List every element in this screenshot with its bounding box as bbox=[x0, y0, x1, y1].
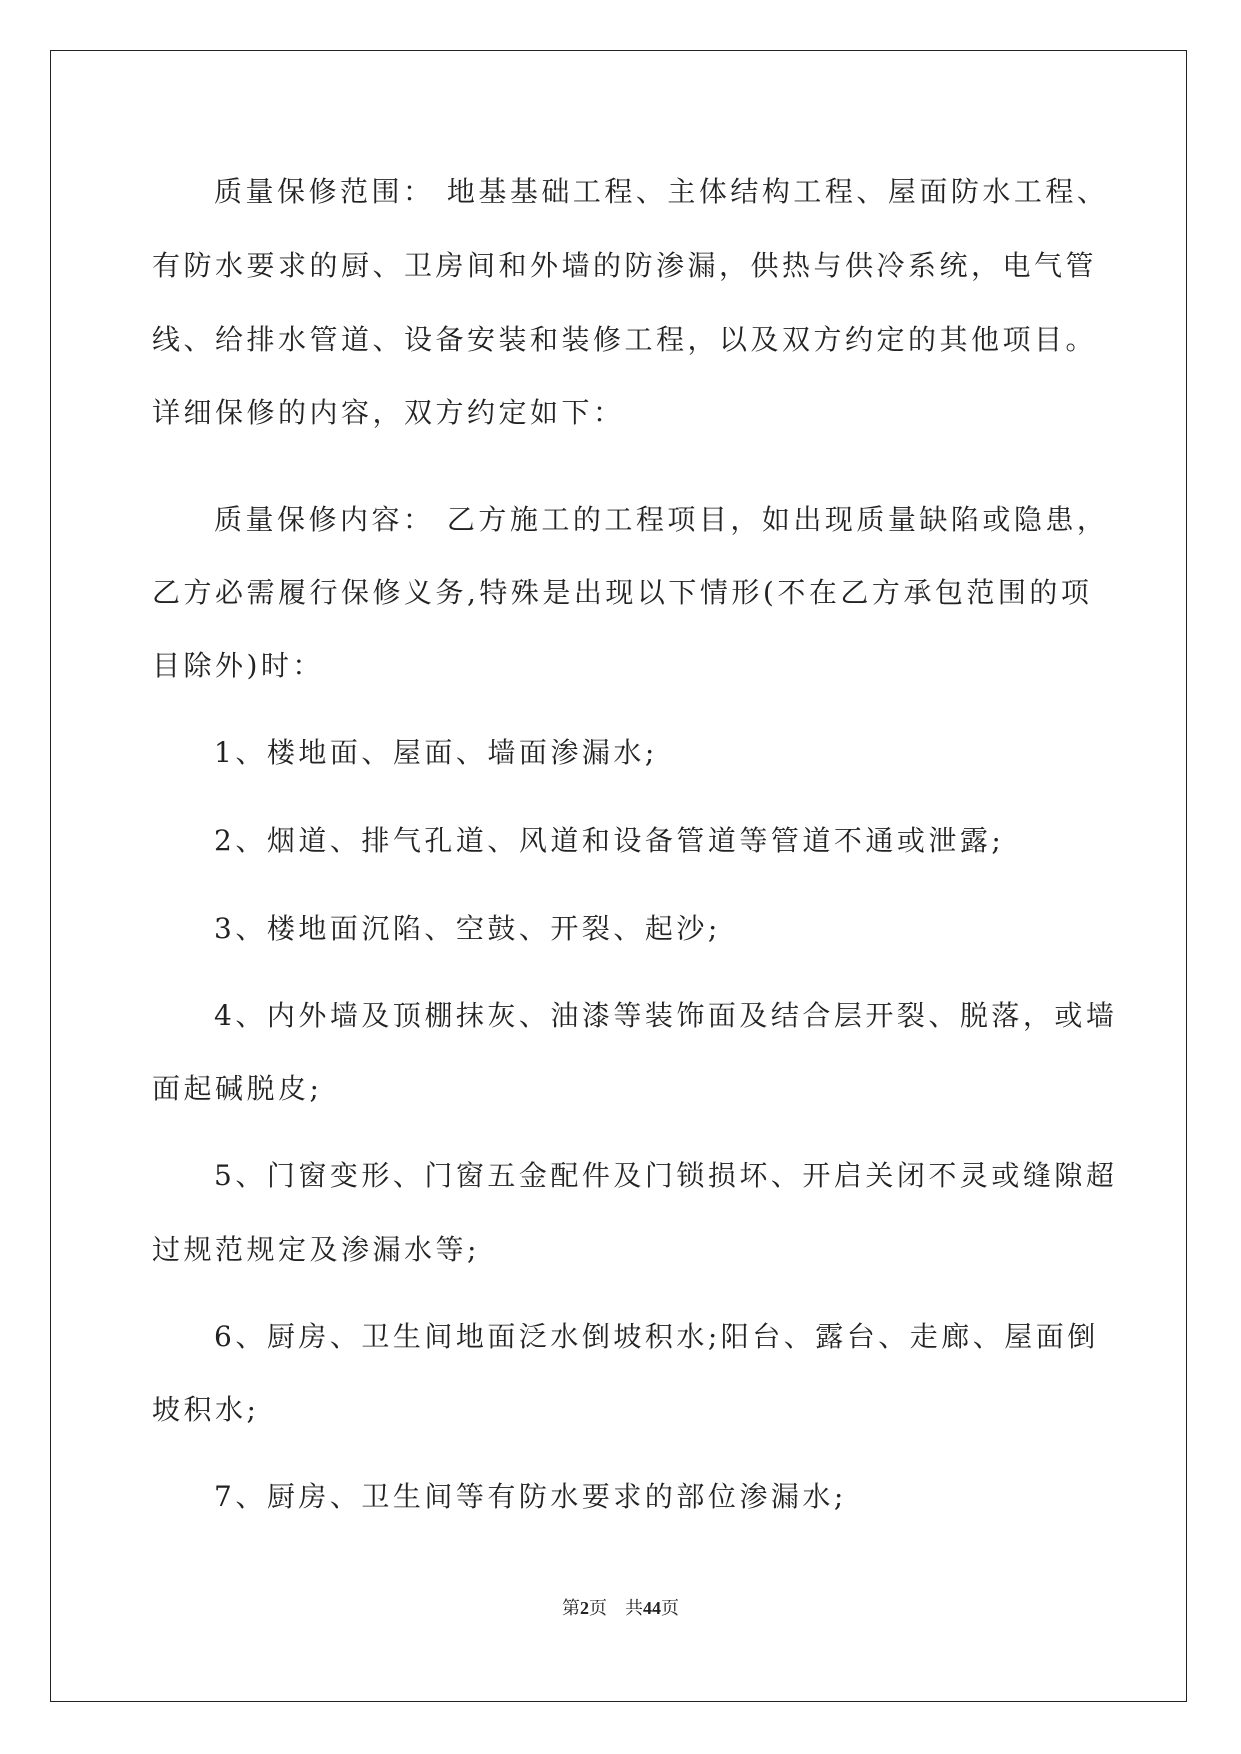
text-line: 坡积水; bbox=[152, 1393, 260, 1426]
text-line: 面起碱脱皮; bbox=[152, 1072, 323, 1105]
text-line: 线、给排水管道、设备安装和装修工程，以及双方约定的其他项目。 bbox=[152, 323, 1098, 356]
list-item: 5、门窗变形、门窗五金配件及门锁损坏、开启关闭不灵或缝隙超 bbox=[214, 1159, 1118, 1192]
list-item: 1、楼地面、屋面、墙面渗漏水; bbox=[214, 736, 658, 769]
text-line: 详细保修的内容，双方约定如下： bbox=[152, 396, 625, 429]
list-item: 3、楼地面沉陷、空鼓、开裂、起沙; bbox=[214, 912, 721, 945]
total-page-count: 44 bbox=[643, 1598, 661, 1618]
list-item: 4、内外墙及顶棚抹灰、油漆等装饰面及结合层开裂、脱落，或墙 bbox=[214, 999, 1118, 1032]
text-line: 有防水要求的厨、卫房间和外墙的防渗漏，供热与供冷系统，电气管 bbox=[152, 249, 1098, 282]
text-line: 目除外)时： bbox=[152, 649, 324, 682]
text-line: 乙方必需履行保修义务,特殊是出现以下情形(不在乙方承包范围的项 bbox=[152, 576, 1093, 609]
list-item: 7、厨房、卫生间等有防水要求的部位渗漏水; bbox=[214, 1480, 847, 1513]
list-item: 2、烟道、排气孔道、风道和设备管道等管道不通或泄露; bbox=[214, 824, 1005, 857]
footer-mid: 页 共 bbox=[589, 1598, 643, 1618]
current-page-number: 2 bbox=[580, 1598, 589, 1618]
text-line: 过规范规定及渗漏水等; bbox=[152, 1233, 480, 1266]
page-border bbox=[50, 50, 1187, 1702]
footer-suffix: 页 bbox=[661, 1598, 679, 1618]
page-footer bbox=[0, 1594, 1241, 1620]
footer-prefix: 第 bbox=[562, 1598, 580, 1618]
text-line: 质量保修范围： 地基基础工程、主体结构工程、屋面防水工程、 bbox=[214, 175, 1109, 208]
text-line: 质量保修内容： 乙方施工的工程项目，如出现质量缺陷或隐患， bbox=[214, 503, 1109, 536]
list-item: 6、厨房、卫生间地面泛水倒坡积水;阳台、露台、走廊、屋面倒 bbox=[214, 1320, 1099, 1353]
